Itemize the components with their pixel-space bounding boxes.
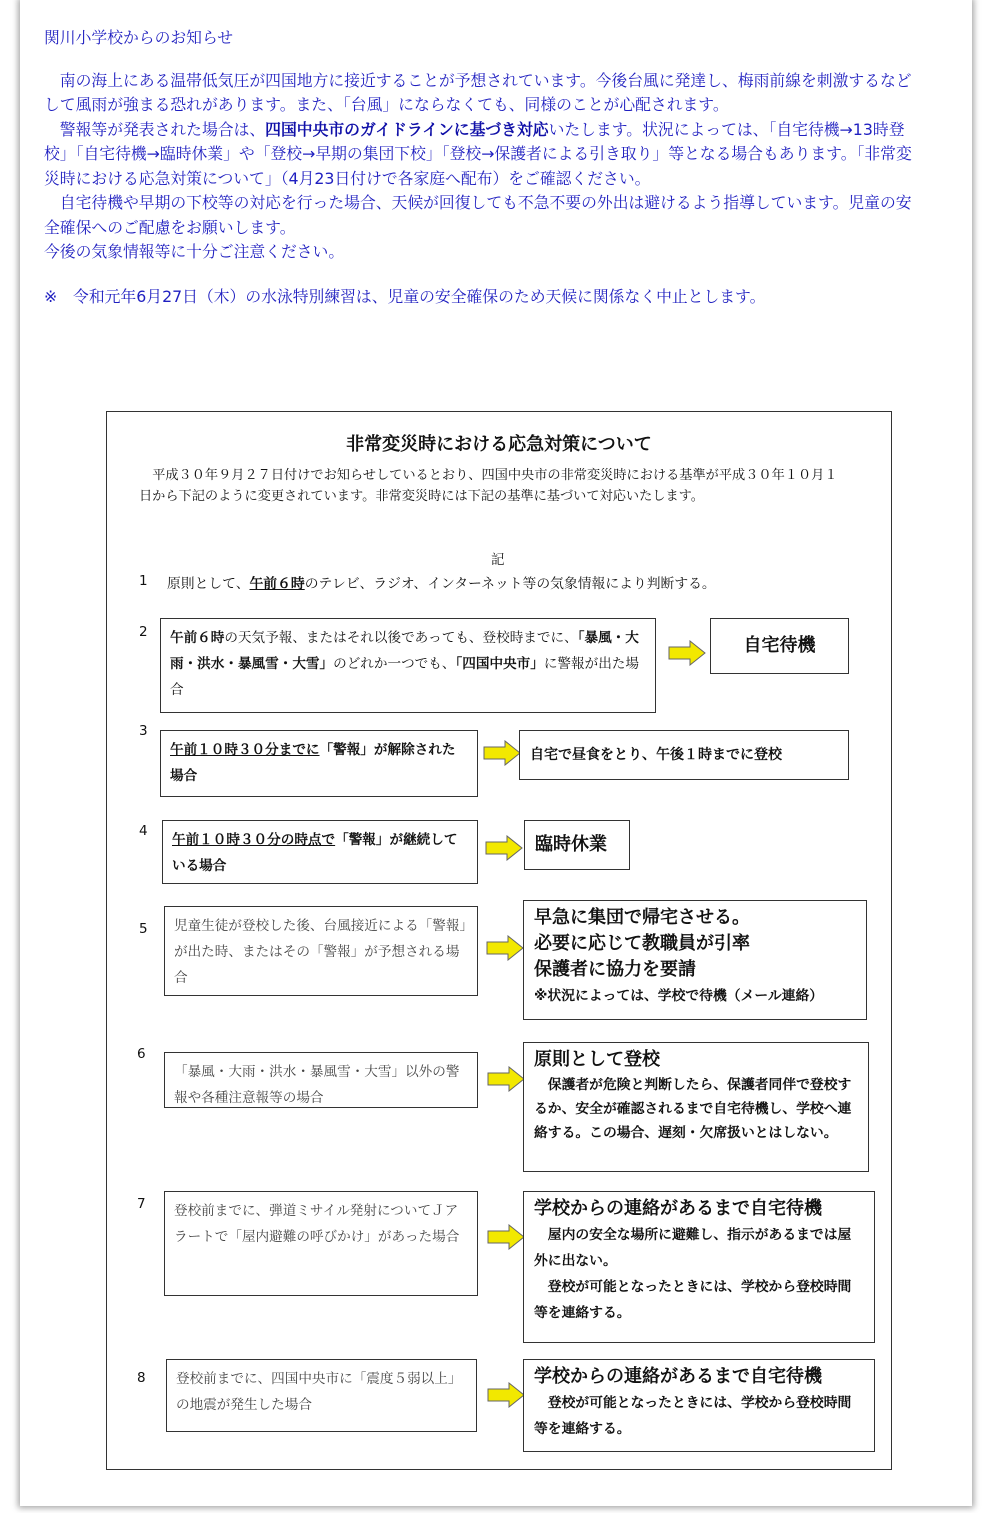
arrow-right-icon	[487, 1382, 525, 1408]
rule-2-cond-a: 午前６時	[170, 630, 225, 646]
notice-paragraph-2	[44, 118, 924, 192]
arrow-right-icon	[486, 935, 524, 961]
rule-2-result	[710, 618, 849, 674]
rule-2-cond-d: のどれか一つでも、	[333, 656, 456, 672]
notice-paragraph-4: 今後の気象情報等に十分ご注意ください。	[44, 242, 345, 261]
rule-number: 3	[139, 723, 148, 739]
rule-1-text	[167, 572, 716, 592]
rule-2-condition	[160, 618, 656, 713]
rule-1-highlight: 午前６時	[249, 576, 305, 592]
rule-5-result-note: ※状況によっては、学校で待機（メール連絡）	[534, 988, 824, 1004]
rule-number: 6	[137, 1046, 146, 1062]
rule-6-result	[523, 1042, 869, 1172]
rule-7-result	[523, 1191, 875, 1343]
rule-number: 8	[137, 1370, 146, 1386]
emergency-policy-document	[106, 411, 892, 1470]
rule-number: 1	[139, 573, 148, 589]
arrow-right-icon	[483, 740, 521, 766]
rule-3-cond-b: 「警報」が解除	[319, 742, 415, 758]
rule-3-result	[519, 730, 849, 780]
rule-7-result-line-2: 屋内の安全な場所に避難し、指示があるまでは屋外に出ない。	[534, 1227, 852, 1269]
notice-paragraph-1: 南の海上にある温帯低気圧が四国地方に接近することが予想されています。今後台風に発達し、梅雨前線を刺激するなどして風雨が強まる恐れがあります。また、「台風」にならなくても、同様のことが心配されます。	[44, 70, 912, 114]
rule-3-result-text: 自宅で昼食をとり、午後１時までに登校	[530, 746, 782, 763]
rule-1-post: のテレビ、ラジオ、インターネット等の気象情報により判断する。	[304, 576, 716, 592]
document-title: 非常変災時における応急対策について	[346, 434, 652, 455]
rule-2-result-text: 自宅待機	[743, 635, 816, 656]
notice-paragraph-2-post: いたします。状況によっては、「自宅待機→13時登校」「自宅待機→臨時休業」や「登校→早期の集団下校」「登校→保護者による引き取り」等となる場合もあります。「非常変災時における応急対策について」（4月23日付けで各家庭へ配布）をご確認ください。	[44, 119, 912, 188]
rule-5-result	[523, 900, 867, 1020]
document-ki-mark: 記	[491, 552, 505, 568]
notice-note: ※ 令和元年6月27日（木）の水泳特別練習は、児童の安全確保のため天候に関係なく中止とします。	[44, 286, 766, 306]
rule-7-result-line-1: 学校からの連絡があるまで自宅待機	[534, 1198, 822, 1219]
rule-8-result-line-1: 学校からの連絡があるまで自宅待機	[534, 1366, 822, 1387]
rule-8-result-line-2: 登校が可能となったときには、学校から登校時間等を連絡する。	[534, 1395, 852, 1437]
rule-5-condition: 児童生徒が登校した後、台風接近による「警報」が出た時、またはその「警報」が予想される場合	[164, 906, 478, 996]
rule-4-cond-b: 「警報」が継続	[335, 832, 431, 848]
rule-2-cond-b: の天気予報、またはそれ以後であっても、登校時までに、	[224, 630, 578, 646]
rule-4-result	[524, 820, 630, 870]
arrow-right-icon	[668, 640, 706, 666]
arrow-right-icon	[487, 1224, 525, 1250]
rule-2-cond-c: 「暴風・大雨・洪水・暴風雪・大雪」	[170, 630, 639, 672]
arrow-right-icon	[487, 1066, 525, 1092]
arrow-right-icon	[485, 835, 523, 861]
rule-4-result-text: 臨時休業	[535, 834, 607, 855]
rule-4-cond-a: 午前１０時３０分の時点で	[172, 832, 336, 848]
rule-number: 2	[139, 624, 148, 640]
rule-6-result-line-1: 原則として登校	[534, 1049, 660, 1070]
rule-4-cond-c: している場合	[172, 832, 458, 874]
rule-5-result-line-3: 保護者に協力を要請	[534, 959, 696, 980]
rule-5-result-line-2: 必要に応じて教職員が引率	[534, 933, 750, 954]
rule-3-cond-a: 午前１０時３０分までに	[170, 742, 320, 758]
rule-number: 5	[139, 921, 148, 937]
school-notice	[44, 26, 924, 309]
notice-paragraph-3: 自宅待機や早期の下校等の対応を行った場合、天候が回復しても不急不要の外出は避けるよう指導しています。児童の安全確保へのご配慮をお願いします。	[44, 193, 912, 237]
rule-2-cond-e: 「四国中央市」	[455, 656, 544, 672]
rule-6-condition: 「暴風・大雨・洪水・暴風雪・大雪」以外の警報や各種注意報等の場合	[164, 1052, 478, 1108]
rule-6-result-line-2: 保護者が危険と判断したら、保護者同伴で登校するか、安全が確認されるまで自宅待機し、学校へ連絡する。この場合、遅刻・欠席扱いとはしない。	[534, 1077, 852, 1141]
notice-paragraph-2-pre: 警報等が発表された場合は、	[59, 119, 266, 139]
rule-2-cond-f: に警報が出た場合	[170, 656, 639, 698]
rule-1-pre: 原則として、	[167, 576, 250, 592]
document-intro: 平成３０年９月２７日付けでお知らせしているとおり、四国中央市の非常変災時における基準が平成３０年１０月１日から下記のように変更されています。非常変災時には下記の基準に基づいて対応いたします。	[139, 468, 838, 504]
rule-7-condition: 登校前までに、弾道ミサイル発射についてＪアラートで「屋内避難の呼びかけ」があった場合	[164, 1191, 478, 1296]
rule-number: 4	[139, 823, 148, 839]
notice-title: 関川小学校からのお知らせ	[44, 28, 234, 47]
rule-8-result	[523, 1359, 875, 1452]
rule-3-cond-c: された場合	[170, 742, 456, 784]
notice-paragraph-2-bold: 四国中央市のガイドラインに基づき対応	[265, 119, 549, 139]
rule-8-condition: 登校前までに、四国中央市に「震度５弱以上」の地震が発生した場合	[166, 1359, 477, 1432]
rule-3-condition	[160, 730, 478, 797]
rule-4-condition	[162, 820, 478, 884]
rule-7-result-line-3: 登校が可能となったときには、学校から登校時間等を連絡する。	[534, 1279, 852, 1321]
rule-5-result-line-1: 早急に集団で帰宅させる。	[534, 907, 750, 928]
rule-number: 7	[137, 1196, 146, 1212]
